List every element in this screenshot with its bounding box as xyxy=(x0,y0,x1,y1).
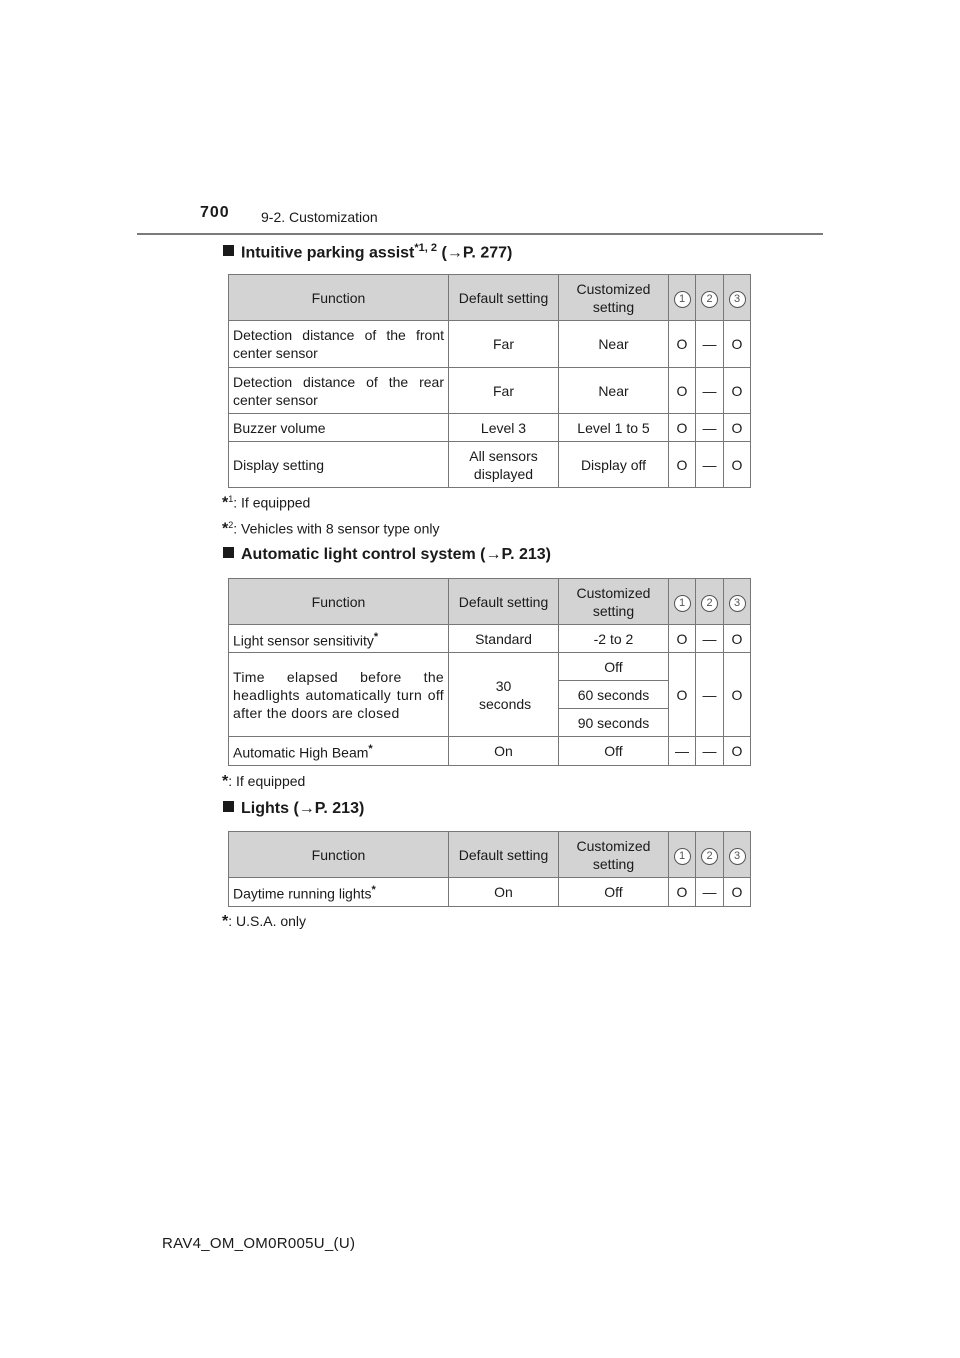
col-2 xyxy=(696,832,724,878)
document-code: RAV4_OM_OM0R005U_(U) xyxy=(162,1235,356,1252)
page-header xyxy=(0,196,960,236)
page-number: 700 xyxy=(200,204,230,221)
page-reference: (→P. 213) xyxy=(293,800,365,817)
footnote-1: *$^1$: If equipped xyxy=(222,494,311,512)
parking-assist-table xyxy=(228,274,751,488)
table-row: Display setting All sensors displayed Display off O — O xyxy=(229,442,751,488)
heading-light-control: Automatic light control system (→P. 213) xyxy=(223,546,551,564)
heading-lights: Lights (→P. 213) xyxy=(223,800,364,818)
footnote-marker: * xyxy=(368,743,373,756)
col-customized: Customized setting xyxy=(559,579,669,625)
col-default: Default setting xyxy=(449,832,559,878)
square-bullet-icon xyxy=(223,245,234,256)
table-row: Buzzer volume Level 3 Level 1 to 5 O — O xyxy=(229,414,751,442)
circled-1-icon: 1 xyxy=(674,291,691,308)
circled-3-icon: 3 xyxy=(729,848,746,865)
table-row: Time elapsed before the headlights automatically turn off after the doors are closed 30 seconds Off O — O xyxy=(229,653,751,681)
lights-table xyxy=(228,831,751,907)
circled-3-icon: 3 xyxy=(729,291,746,308)
table-row: Automatic High Beam* On Off — — O xyxy=(229,737,751,766)
col-function: Function xyxy=(229,275,449,321)
footnote-marker: *1, 2 xyxy=(414,242,438,254)
footnote-marker: * xyxy=(373,630,379,643)
table-header-row xyxy=(229,832,751,878)
table-header-row xyxy=(229,579,751,625)
table-row: 60 seconds xyxy=(229,681,751,709)
table-row: 90 seconds xyxy=(229,709,751,737)
col-1 xyxy=(669,275,696,321)
footnote-2: *$^2$: Vehicles with 8 sensor type only xyxy=(222,520,440,538)
table-row: Daytime running lights* On Off O — O xyxy=(229,878,751,907)
circled-2-icon: 2 xyxy=(701,595,718,612)
square-bullet-icon xyxy=(223,547,234,558)
table-header-row xyxy=(229,275,751,321)
col-1 xyxy=(669,832,696,878)
col-default: Default setting xyxy=(449,275,559,321)
table-row: Detection distance of the rear center sensor Far Near O — O xyxy=(229,368,751,414)
circled-3-icon: 3 xyxy=(729,595,746,612)
header-divider xyxy=(137,233,823,235)
col-2 xyxy=(696,579,724,625)
circled-1-icon: 1 xyxy=(674,595,691,612)
col-2 xyxy=(696,275,724,321)
col-customized: Customized setting xyxy=(559,275,669,321)
page-reference: (→P. 213) xyxy=(480,546,552,563)
col-3 xyxy=(724,832,751,878)
col-function: Function xyxy=(229,832,449,878)
footnote-lights: *: U.S.A. only xyxy=(222,913,307,930)
col-1 xyxy=(669,579,696,625)
square-bullet-icon xyxy=(223,801,234,812)
circled-2-icon: 2 xyxy=(701,291,718,308)
col-default: Default setting xyxy=(449,579,559,625)
col-function: Function xyxy=(229,579,449,625)
light-control-table xyxy=(228,578,751,766)
circled-1-icon: 1 xyxy=(674,848,691,865)
page-reference: (→P. 277) xyxy=(441,244,513,262)
table-row: Light sensor sensitivity* Standard -2 to 2 O — O xyxy=(229,625,751,653)
circled-2-icon: 2 xyxy=(701,848,718,865)
footnote-light-control: *: If equipped xyxy=(222,773,306,790)
section-title: 9-2. Customization xyxy=(261,209,378,225)
col-3 xyxy=(724,579,751,625)
col-customized: Customized setting xyxy=(559,832,669,878)
footnote-marker: * xyxy=(371,884,376,897)
col-3 xyxy=(724,275,751,321)
table-row: Detection distance of the front center sensor Far Near O — O xyxy=(229,321,751,368)
heading-parking-assist: Intuitive parking assist$^{*1, 2}$ (→P. 277) xyxy=(223,242,512,262)
